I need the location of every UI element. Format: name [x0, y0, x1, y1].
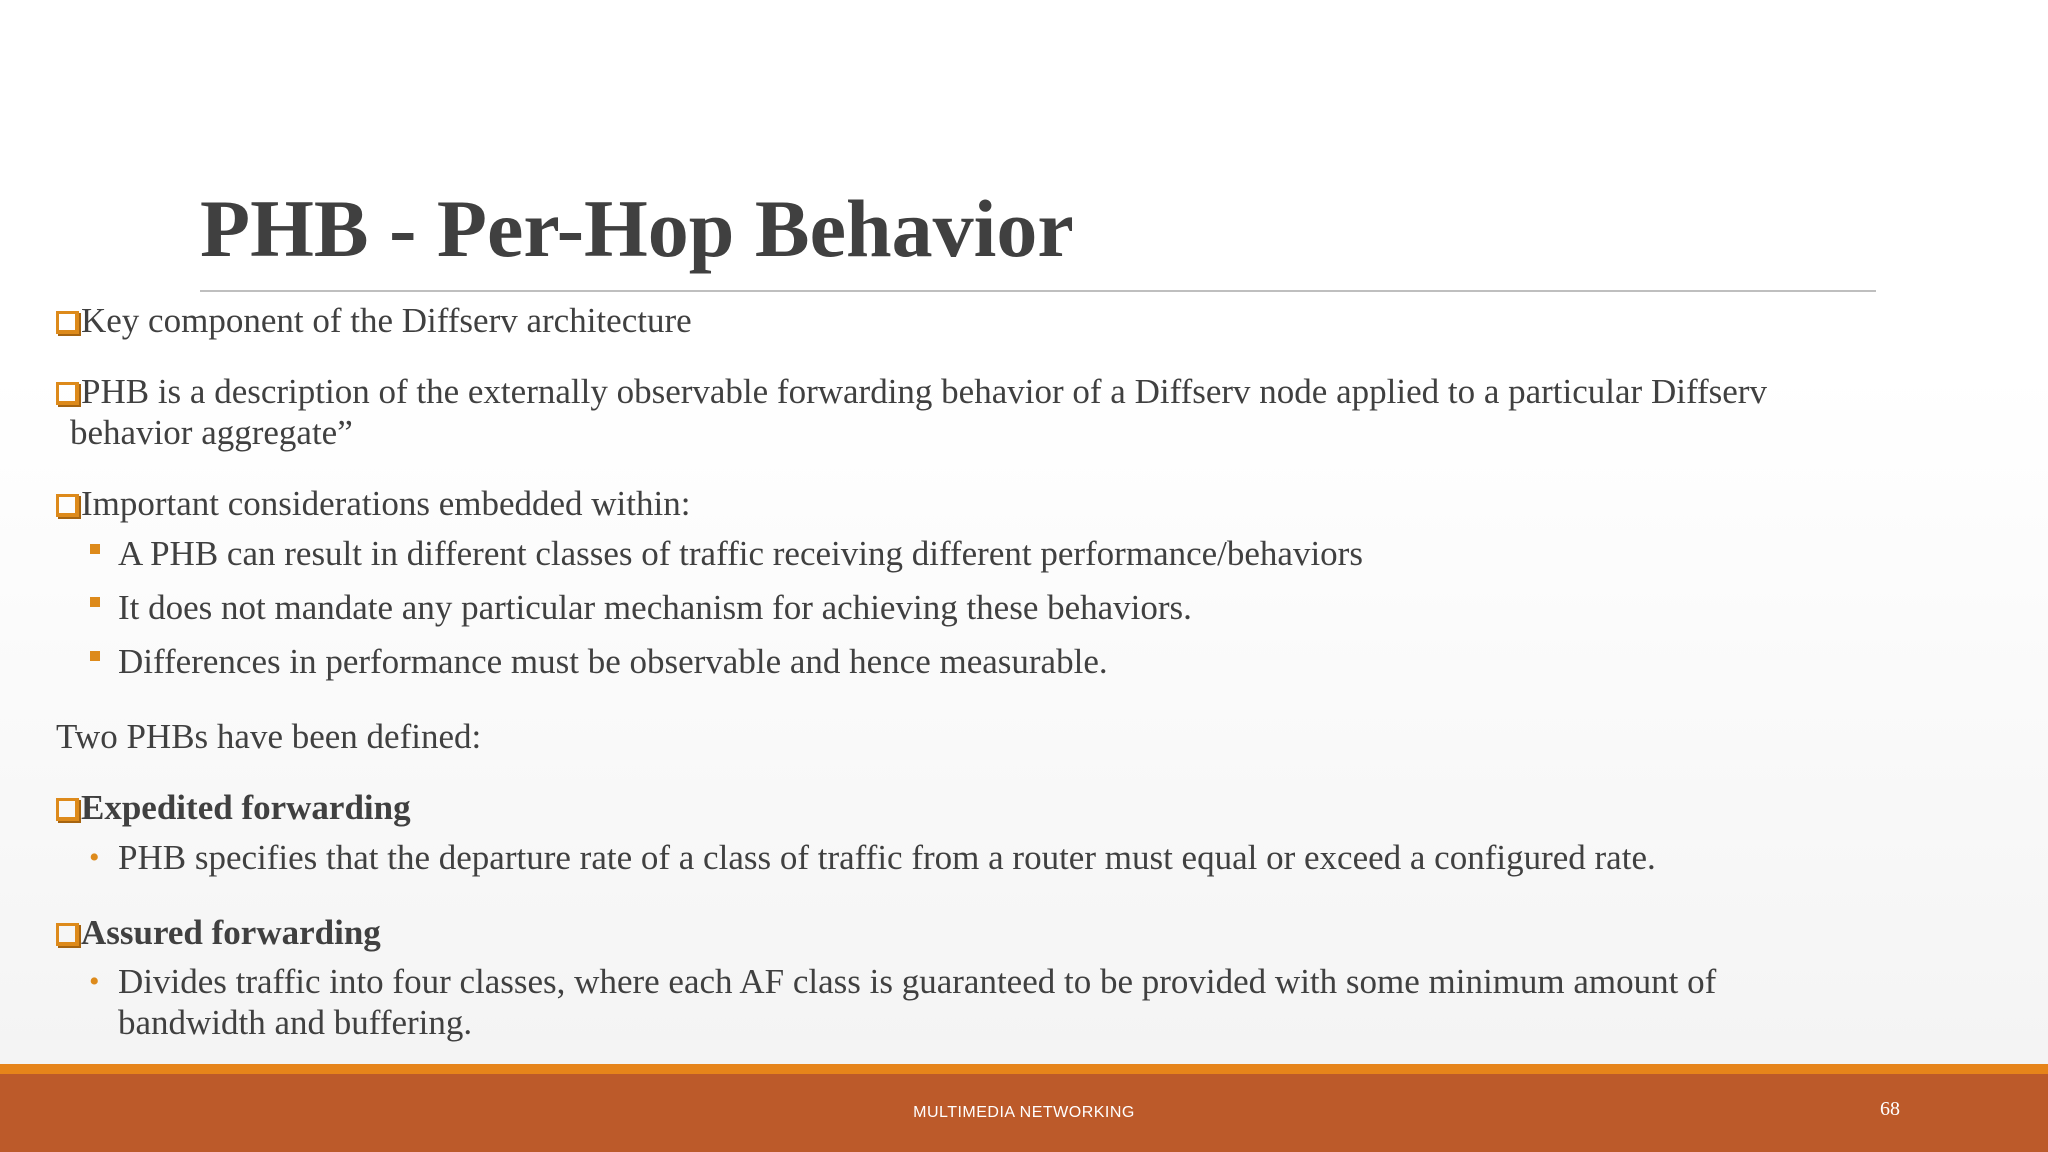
bullet-text: Important considerations embedded within:: [81, 484, 691, 523]
dot-bullet-icon: •: [89, 965, 100, 998]
square-bullet-icon: [90, 651, 100, 661]
bullet-text: Key component of the Diffserv architecture: [81, 301, 692, 340]
sub-bullet-text: It does not mandate any particular mechanism for achieving these behaviors.: [118, 588, 1192, 627]
phb-name: Expedited forwarding: [81, 788, 411, 827]
square-bullet-icon: [90, 544, 100, 554]
sub-bullet-text: A PHB can result in different classes of traffic receiving different performance/behaviors: [118, 534, 1363, 573]
bullet-item: [56, 483, 690, 524]
hollow-square-icon: [56, 923, 79, 946]
sub-bullet-text: Differences in performance must be observable and hence measurable.: [118, 642, 1108, 681]
page-number: 68: [1880, 1098, 1900, 1120]
title-divider: [200, 290, 1876, 292]
plain-line: Two PHBs have been defined:: [56, 717, 482, 756]
bullet-text: PHB is a description of the externally observable forwarding behavior of a Diffserv node applied to a particular Diffserv: [81, 372, 1767, 411]
bullet-item: [56, 371, 1767, 412]
footer-stripe: [0, 1064, 2048, 1074]
bullet-continuation: behavior aggregate”: [70, 413, 353, 452]
phb-name: Assured forwarding: [81, 913, 381, 952]
phb-detail-continuation: bandwidth and buffering.: [118, 1003, 473, 1042]
footer-course-title: MULTIMEDIA NETWORKING: [913, 1104, 1135, 1121]
hollow-square-icon: [56, 494, 79, 517]
phb-heading: [56, 787, 411, 828]
phb-detail: Divides traffic into four classes, where each AF class is guaranteed to be provided with some minimum amount of: [118, 962, 1717, 1001]
dot-bullet-icon: •: [89, 841, 100, 874]
bullet-item: [56, 300, 692, 341]
square-bullet-icon: [90, 597, 100, 607]
hollow-square-icon: [56, 382, 79, 405]
hollow-square-icon: [56, 311, 79, 334]
phb-detail: PHB specifies that the departure rate of a class of traffic from a router must equal or exceed a configured rate.: [118, 838, 1656, 877]
hollow-square-icon: [56, 798, 79, 821]
slide-title: PHB - Per-Hop Behavior: [200, 183, 1074, 274]
phb-heading: [56, 912, 381, 953]
footer-bar: [0, 1074, 2048, 1152]
